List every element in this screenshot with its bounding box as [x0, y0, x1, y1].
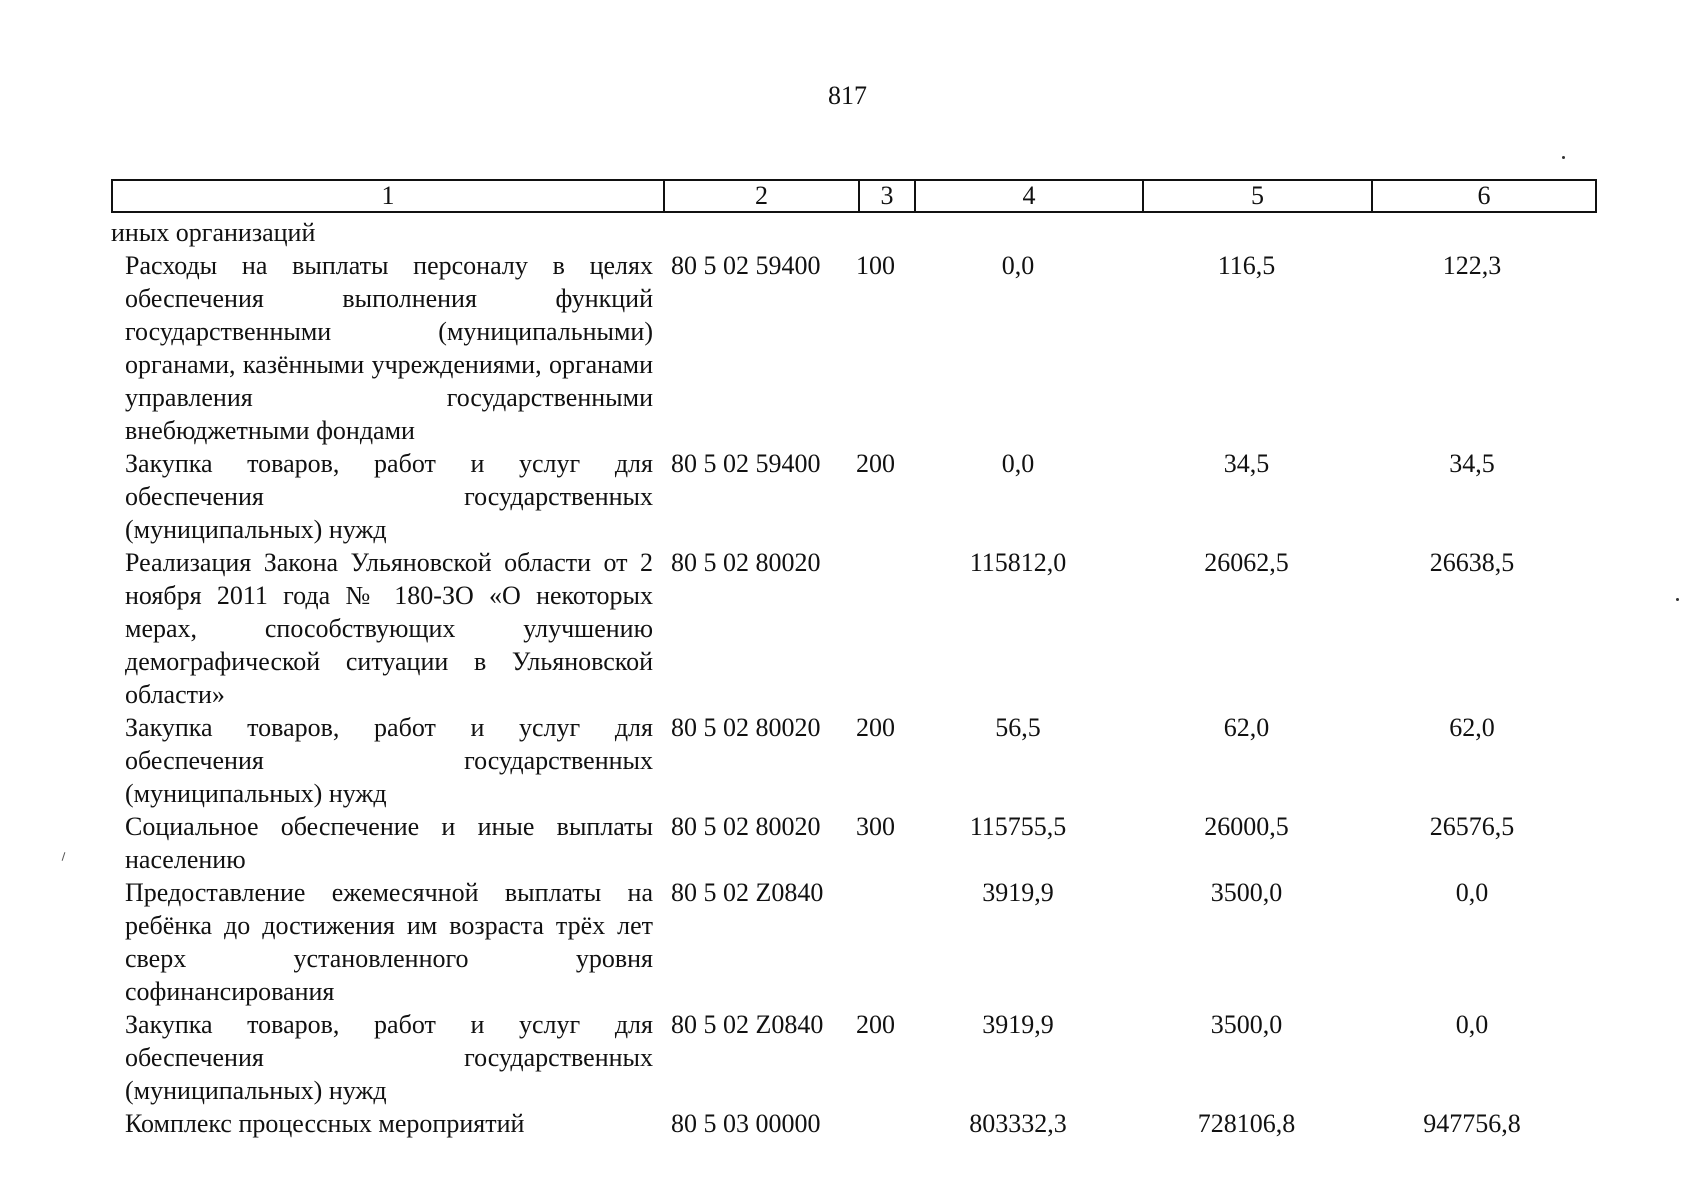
row-value-6: 34,5 — [1449, 449, 1495, 478]
row-value-5: 3500,0 — [1210, 878, 1283, 907]
row-code: 80 5 02 80020 — [671, 548, 821, 577]
row-value-5: 26000,5 — [1204, 812, 1289, 841]
row-code: 80 5 02 80020 — [671, 812, 821, 841]
row-name: Закупка товаров, работ и услуг для обеспечения государственных (муниципальных) нужд — [125, 713, 653, 808]
row-value-4: 0,0 — [1001, 251, 1035, 280]
row-name: Комплекс процессных мероприятий — [125, 1109, 525, 1138]
row-type: 100 — [856, 251, 895, 280]
table-row — [111, 546, 1597, 711]
row-name: Закупка товаров, работ и услуг для обеспечения государственных (муниципальных) нужд — [125, 1010, 653, 1105]
row-value-4: 3919,9 — [982, 1010, 1054, 1039]
row-value-4: 3919,9 — [982, 878, 1054, 907]
row-value-6: 0,0 — [1455, 1010, 1489, 1039]
scan-speck — [1562, 156, 1565, 159]
row-type: 300 — [856, 812, 895, 841]
table-row — [111, 447, 1597, 546]
header-cell-6: 6 — [1477, 181, 1491, 210]
header-cell-4: 4 — [916, 181, 1144, 211]
row-value-5: 116,5 — [1217, 251, 1276, 280]
scan-speck — [1676, 598, 1679, 601]
row-value-5: 26062,5 — [1204, 548, 1289, 577]
row-name: Предоставление ежемесячной выплаты на ребёнка до достижения им возраста трёх лет сверх установленного уровня софинансирования — [125, 878, 653, 1006]
table-header-row — [111, 179, 1597, 213]
row-type — [848, 876, 904, 1008]
row-type — [848, 546, 904, 711]
row-value-6: 26576,5 — [1429, 812, 1515, 841]
row-type — [848, 1107, 904, 1140]
row-value-6: 122,3 — [1442, 251, 1502, 280]
row-code: 80 5 02 Z0840 — [671, 878, 824, 907]
row-value-5: 3500,0 — [1210, 1010, 1283, 1039]
header-cell-3: 3 — [860, 181, 916, 211]
header-cell-5: 5 — [1144, 181, 1373, 211]
row-type: 200 — [856, 449, 895, 478]
row-type: 200 — [856, 1010, 895, 1039]
row-value-4: 0,0 — [1001, 449, 1035, 478]
table-row — [111, 810, 1597, 876]
row-value-4: 115755,5 — [969, 812, 1067, 841]
table-row — [111, 711, 1597, 810]
row-value-6: 947756,8 — [1423, 1109, 1521, 1138]
row-value-5: 728106,8 — [1197, 1109, 1296, 1138]
table-row — [111, 876, 1597, 1008]
row-value-4: 803332,3 — [969, 1109, 1067, 1138]
row-value-5: 62,0 — [1223, 713, 1270, 742]
table-row — [111, 1107, 1597, 1140]
table-body — [111, 216, 1597, 1140]
table-row — [111, 249, 1597, 447]
row-name: Реализация Закона Ульяновской области от 2 ноября 2011 года № 180-ЗО «О некоторых мерах, способствующих улучшению демографической ситуации в Ульяновской области» — [125, 548, 653, 709]
page-number: 817 — [828, 81, 867, 110]
row-name: Расходы на выплаты персоналу в целях обеспечения выполнения функций государственными (муниципальными) органами, казёнными учреждениями, органами управления государственными внебюджетными фондами — [125, 251, 653, 445]
table-row — [111, 1008, 1597, 1107]
row-code: 80 5 02 59400 — [671, 251, 821, 280]
header-cell-2: 2 — [665, 181, 860, 211]
row-code: 80 5 02 80020 — [671, 713, 821, 742]
row-value-4: 56,5 — [995, 713, 1041, 742]
row-value-6: 26638,5 — [1429, 548, 1515, 577]
row-value-6: 62,0 — [1449, 713, 1495, 742]
row-code: 80 5 03 00000 — [671, 1109, 821, 1138]
row-code: 80 5 02 59400 — [671, 449, 821, 478]
scan-speck — [62, 852, 66, 861]
row-value-6: 0,0 — [1455, 878, 1489, 907]
row-name: Социальное обеспечение и иные выплаты населению — [125, 812, 653, 874]
header-cell-1: 1 — [113, 181, 665, 211]
continuation-text: иных организаций — [111, 218, 316, 247]
table-row-continuation — [111, 216, 1597, 249]
row-value-5: 34,5 — [1223, 449, 1270, 478]
row-code: 80 5 02 Z0840 — [671, 1010, 824, 1039]
row-value-4: 115812,0 — [969, 548, 1067, 577]
row-name: Закупка товаров, работ и услуг для обеспечения государственных (муниципальных) нужд — [125, 449, 653, 544]
row-type: 200 — [856, 713, 895, 742]
